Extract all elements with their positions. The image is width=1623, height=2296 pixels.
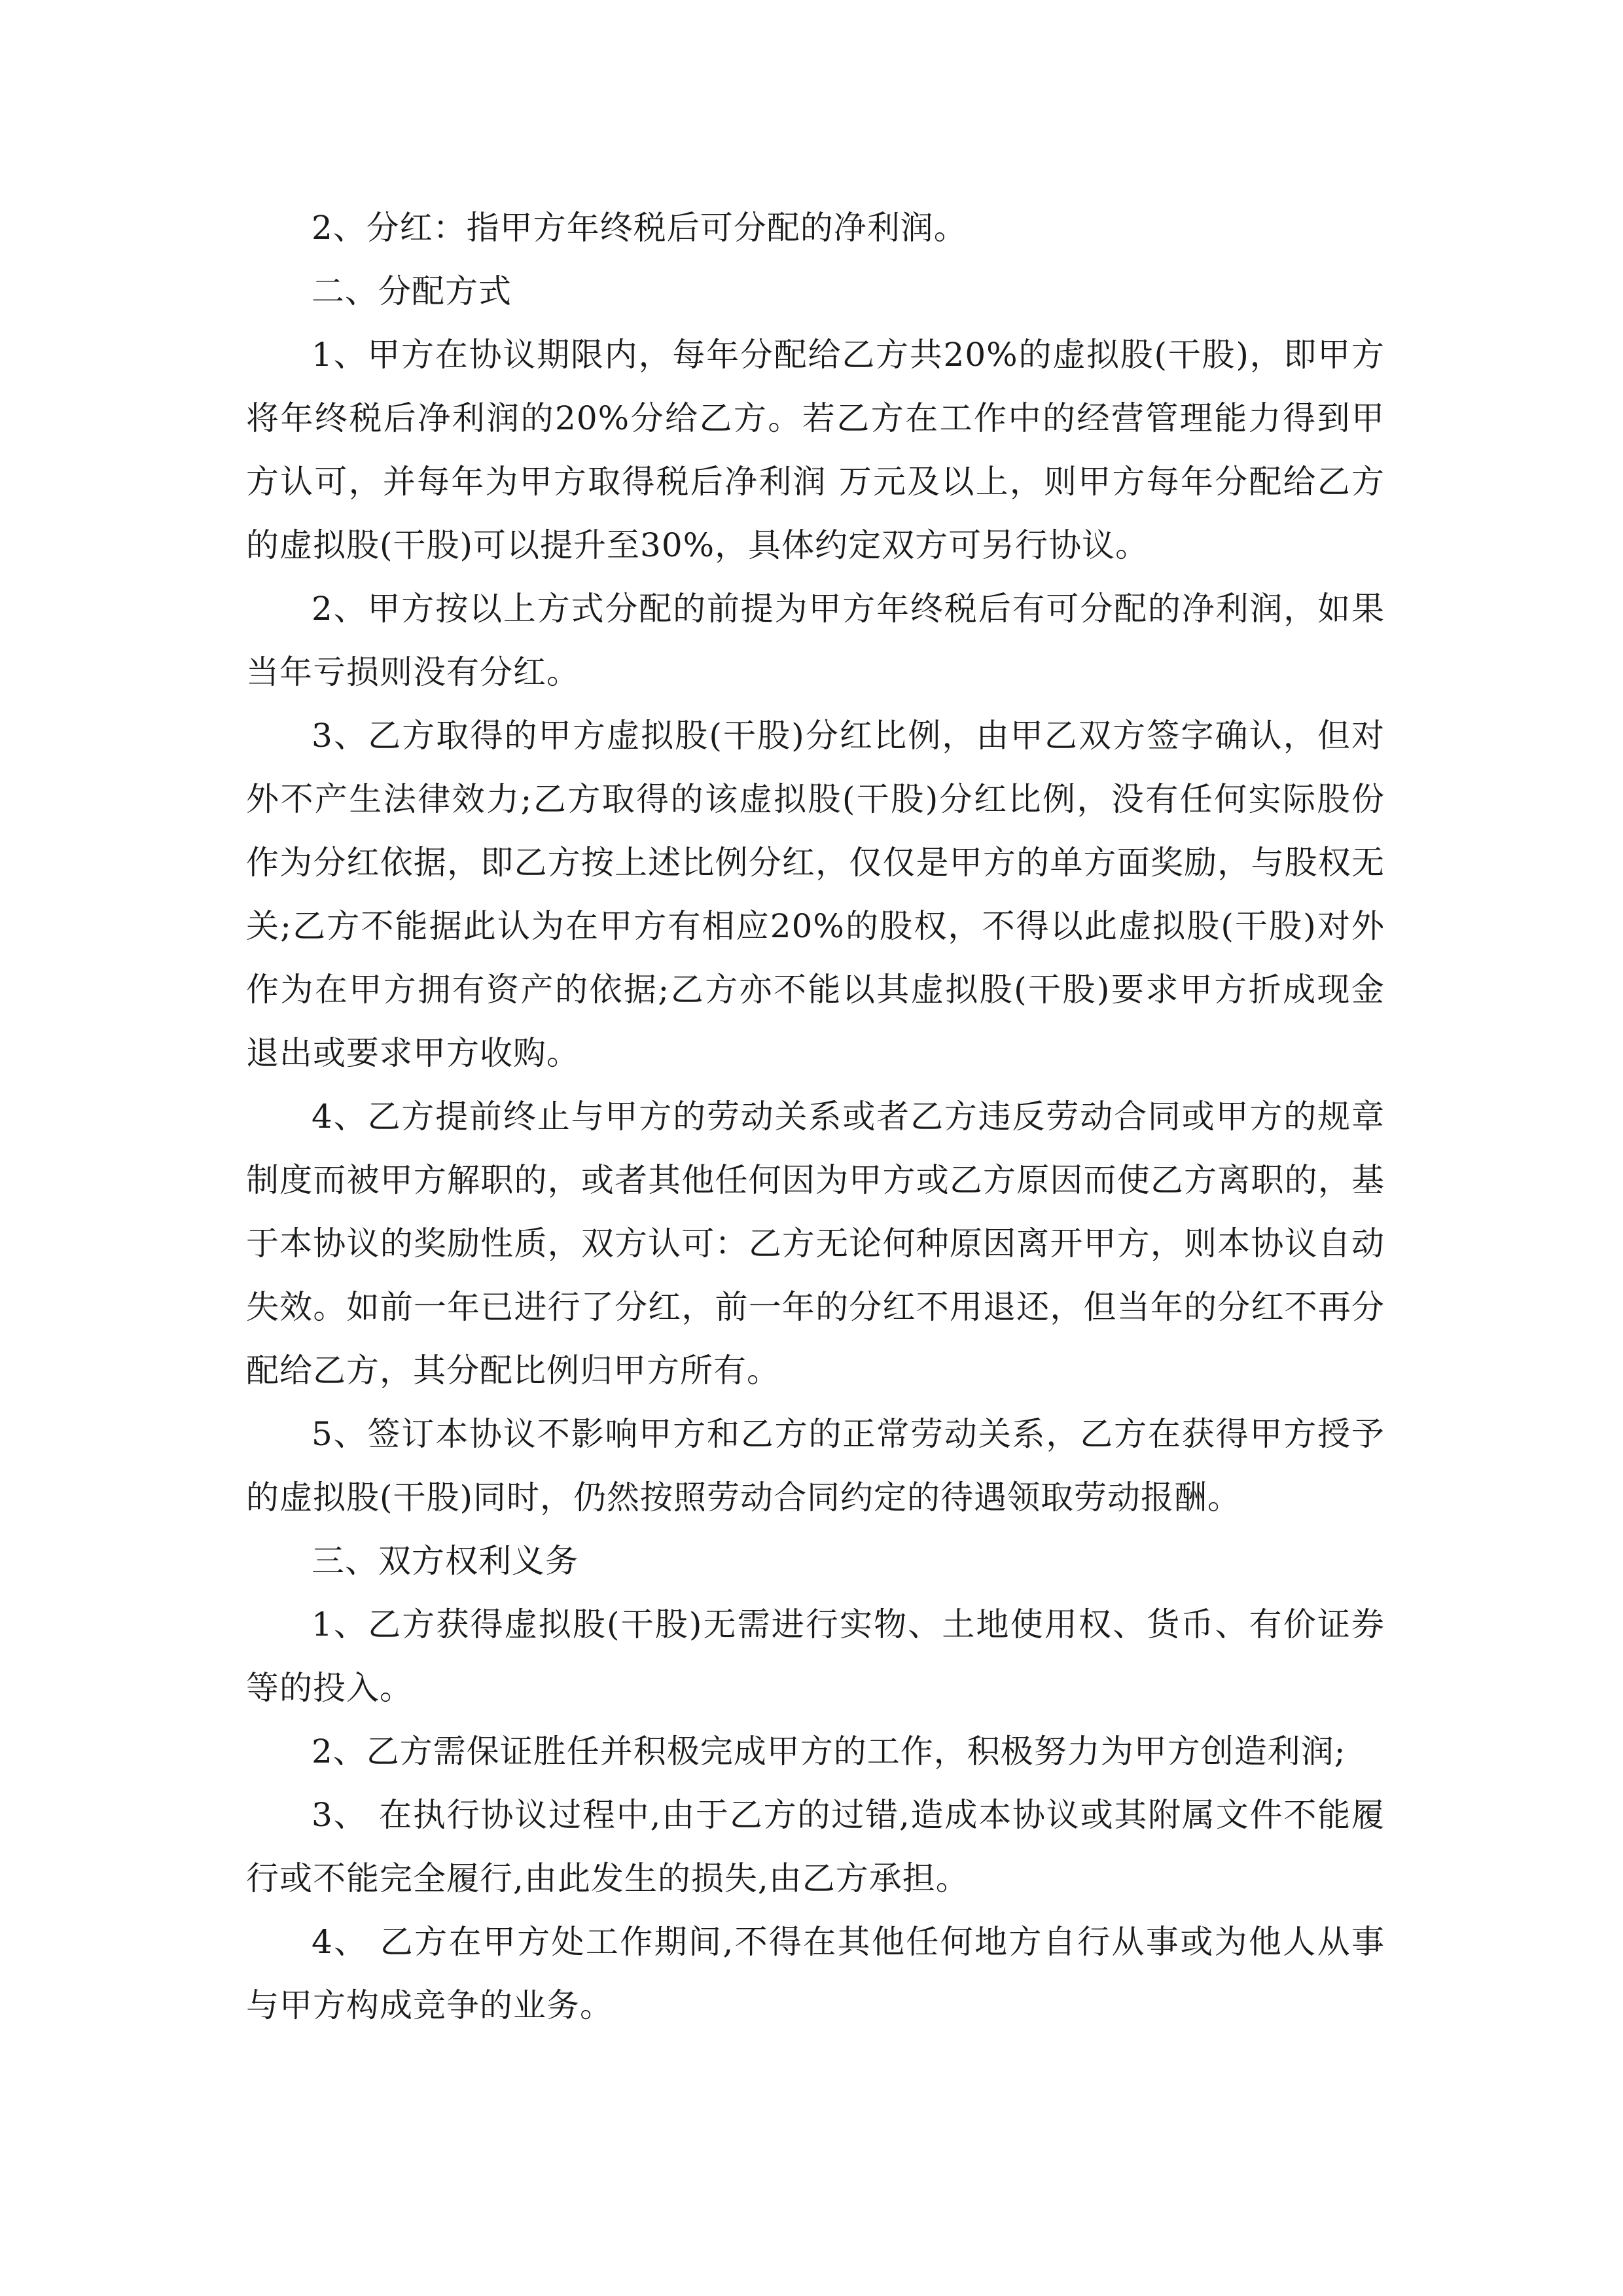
paragraph-rights-2: 2、乙方需保证胜任并积极完成甲方的工作，积极努力为甲方创造利润;	[312, 1732, 1346, 1770]
paragraph-distribution-5: 5、签订本协议不影响甲方和乙方的正常劳动关系，乙方在获得甲方授予的虚拟股(干股)同时，仍然按照劳动合同约定的待遇领取劳动报酬。	[246, 1415, 1385, 1516]
section-heading-distribution-method: 二、分配方式	[312, 272, 512, 310]
paragraph-dividend-definition: 2、分红：指甲方年终税后可分配的净利润。	[312, 209, 967, 247]
paragraph-rights-3: 3、 在执行协议过程中,由于乙方的过错,造成本协议或其附属文件不能履行或不能完全履行,由此发生的损失,由乙方承担。	[246, 1796, 1385, 1897]
paragraph-rights-4: 4、 乙方在甲方处工作期间,不得在其他任何地方自行从事或为他人从事与甲方构成竞争的业务。	[246, 1923, 1385, 2024]
paragraph-distribution-1: 1、甲方在协议期限内，每年分配给乙方共20%的虚拟股(干股)，即甲方将年终税后净利润的20%分给乙方。若乙方在工作中的经营管理能力得到甲方认可，并每年为甲方取得税后净利润 万元及以上，则甲方每年分配给乙方的虚拟股(干股)可以提升至30%，具体约定双方可另行协议。	[246, 336, 1385, 564]
paragraph-distribution-2: 2、甲方按以上方式分配的前提为甲方年终税后有可分配的净利润，如果当年亏损则没有分红。	[246, 590, 1385, 691]
paragraph-distribution-4: 4、乙方提前终止与甲方的劳动关系或者乙方违反劳动合同或甲方的规章制度而被甲方解职的，或者其他任何因为甲方或乙方原因而使乙方离职的，基于本协议的奖励性质，双方认可：乙方无论何种原因离开甲方，则本协议自动失效。如前一年已进行了分红，前一年的分红不用退还，但当年的分红不再分配给乙方，其分配比例归甲方所有。	[246, 1098, 1385, 1390]
document-body	[246, 196, 1385, 2037]
paragraph-distribution-3: 3、乙方取得的甲方虚拟股(干股)分红比例，由甲乙双方签字确认，但对外不产生法律效力;乙方取得的该虚拟股(干股)分红比例，没有任何实际股份作为分红依据，即乙方按上述比例分红，仅仅是甲方的单方面奖励，与股权无关;乙方不能据此认为在甲方有相应20%的股权，不得以此虚拟股(干股)对外作为在甲方拥有资产的依据;乙方亦不能以其虚拟股(干股)要求甲方折成现金退出或要求甲方收购。	[246, 717, 1385, 1072]
paragraph-rights-1: 1、乙方获得虚拟股(干股)无需进行实物、土地使用权、货币、有价证券等的投入。	[246, 1605, 1385, 1707]
section-heading-rights-obligations: 三、双方权利义务	[312, 1542, 579, 1580]
